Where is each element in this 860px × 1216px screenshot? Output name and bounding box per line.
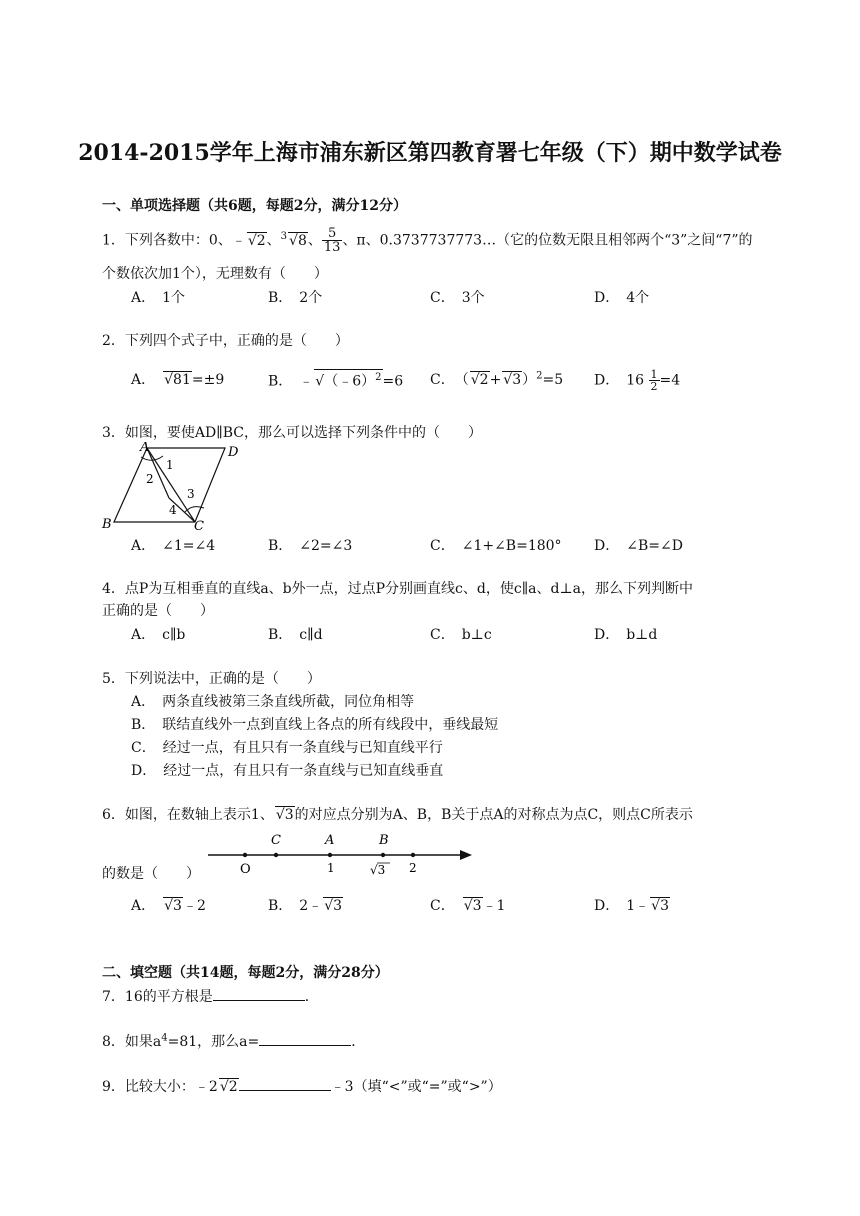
q6-label-sqrt3-radicand: 3: [377, 863, 386, 877]
q7-line: [102, 986, 319, 1006]
q2-b-tail: =6: [382, 373, 404, 390]
q1-cbrt8: √8: [289, 232, 307, 249]
q6-c-sqrt: √3: [463, 898, 482, 914]
q2-c-tail: =5: [542, 372, 564, 388]
q8-line: [102, 1031, 365, 1051]
q1-frac-num: 5: [322, 227, 343, 241]
q6-option-c: [430, 895, 505, 915]
q9-answer-blank[interactable]: [239, 1076, 331, 1091]
q2-c-label: C． （: [430, 372, 469, 388]
q8-stem-a: 8．如果a: [102, 1034, 162, 1050]
q2-d-label: D． 16: [594, 372, 645, 389]
q3-label-b: B: [102, 517, 112, 532]
q2-a-tail: =±9: [191, 372, 225, 388]
q1-frac-den: 13: [323, 240, 341, 255]
q1-option-a: A． 1个: [131, 290, 186, 306]
q1-option-d: D． 4个: [594, 290, 650, 306]
q6-c-radicand: 3: [472, 898, 482, 914]
q9-radicand: 2: [228, 1079, 238, 1095]
q5-stem: 5．下列说法中，正确的是（ ）: [102, 671, 321, 687]
q4-stem-line2: 正确的是（ ）: [102, 603, 214, 619]
q1-sep1: 、: [266, 232, 281, 249]
q7-end: ．: [304, 989, 319, 1005]
q6-option-a: [131, 895, 206, 915]
section2-heading: 二、填空题（共14题，每题2分，满分28分）: [102, 965, 389, 981]
q3-stem: 3．如图，要使AD∥BC，那么可以选择下列条件中的（ ）: [102, 425, 482, 441]
q3-label-a: A: [140, 442, 150, 455]
q9-sqrt2: √2: [219, 1079, 238, 1095]
q3-parallelogram-figure: [100, 442, 260, 532]
q1-sqrt2: √2: [247, 232, 266, 249]
q4-option-a: A． c∥b: [131, 627, 186, 643]
q2-d-exponent-frac: [649, 369, 660, 392]
q9-stem-b: ﹣3（填“<”或“=”或“>”）: [330, 1079, 502, 1095]
q6-label-b: B: [379, 833, 389, 848]
q6-option-d: [594, 895, 670, 915]
q2-b-radicand: （﹣6）: [324, 373, 376, 390]
q6-b-label: B． 2﹣: [268, 898, 323, 914]
q3-label-c: C: [194, 519, 204, 532]
q6-label-c: C: [271, 833, 281, 848]
q8-stem-b: =81，那么a=: [167, 1034, 260, 1050]
q9-line: [102, 1076, 502, 1096]
q7-stem: 7．16的平方根是: [102, 989, 213, 1005]
q6-point-a: [328, 853, 332, 857]
q3-option-d: D． ∠B=∠D: [594, 538, 683, 554]
q6-label-o: O: [240, 862, 251, 877]
q6-c-tail: ﹣1: [482, 898, 506, 914]
q6-point-o: [243, 853, 247, 857]
q7-answer-blank[interactable]: [213, 986, 305, 1001]
q1-stem-a: 1．下列各数中：0、﹣: [102, 232, 246, 249]
q6-sqrt3: √3: [275, 807, 294, 823]
q8-end: ．: [351, 1034, 366, 1050]
q1-sep2: 、: [307, 232, 322, 249]
q2-option-b: [268, 369, 403, 391]
q1-option-b: B． 2个: [268, 290, 323, 306]
q1-root-index: 3: [280, 230, 288, 242]
q6-stem-a: 6．如图，在数轴上表示1、: [102, 807, 274, 823]
q6-stem-line1: [102, 804, 693, 824]
q4-option-c: C． b⊥c: [430, 627, 492, 643]
q2-option-a: [131, 369, 224, 389]
q2-d-tail: =4: [659, 372, 681, 389]
q6-point-two: [411, 853, 415, 857]
q5-option-c: C． 经过一点，有且只有一条直线与已知直线平行: [131, 740, 443, 756]
q1-radicand2: 8: [297, 232, 307, 249]
q1-fraction: [322, 227, 343, 254]
q6-axis-arrow: [460, 850, 472, 860]
q6-a-sqrt: √3: [164, 898, 182, 914]
q6-stem-line2: 的数是（ ）: [102, 866, 200, 882]
q6-a-radicand: 3: [173, 898, 182, 914]
q1-stem-line1: [102, 227, 753, 254]
q2-a-label: A．: [131, 372, 149, 388]
q3-label-d: D: [228, 445, 239, 460]
q3-label-angle3: 3: [187, 487, 195, 501]
q2-c-sqrt3: √3: [503, 372, 522, 388]
q3-option-b: B． ∠2=∠3: [268, 538, 353, 554]
q8-exponent: 4: [161, 1032, 168, 1044]
q6-a-tail: ﹣2: [182, 898, 206, 914]
q6-number-line: [200, 830, 480, 880]
q6-d-radicand: 3: [660, 898, 669, 914]
q2-c-sqrt2: √2: [470, 372, 489, 388]
q2-a-radicand: 81: [173, 372, 191, 388]
q6-option-b: [268, 895, 343, 915]
q6-stem-b: 的对应点分别为A、B，B关于点A的对称点为点C，则点C所表示: [294, 807, 693, 823]
q9-stem-a: 9．比较大小：﹣2: [102, 1079, 218, 1095]
section1-heading: 一、单项选择题（共6题，每题2分，满分12分）: [102, 198, 407, 214]
q6-c-label: C．: [430, 898, 448, 914]
q6-b-radicand: 3: [333, 898, 343, 914]
q3-option-a: A． ∠1=∠4: [131, 538, 216, 554]
q6-label-a: A: [325, 833, 335, 848]
q5-option-d: D． 经过一点，有且只有一条直线与已知直线垂直: [131, 763, 444, 779]
q2-c-radicand2: 3: [512, 372, 522, 388]
q1-stem-b: 、π、0.3737737773…（它的位数无限且相邻两个“3”之间“7”的: [342, 232, 753, 249]
q6-radicand: 3: [284, 807, 294, 823]
q6-point-c: [274, 853, 278, 857]
q2-c-exponent: 2: [536, 370, 543, 382]
q3-label-angle1: 1: [166, 458, 174, 472]
q2-option-c: [430, 369, 563, 389]
q2-d-num: 1: [650, 368, 658, 381]
q2-stem: 2．下列四个式子中，正确的是（ ）: [102, 333, 349, 349]
q6-label-two: 2: [409, 861, 417, 875]
q2-d-den: 2: [650, 380, 658, 393]
q3-option-c: C． ∠1+∠B=180°: [430, 538, 562, 554]
q1-radicand1: 2: [256, 232, 266, 249]
q2-c-plus: +: [489, 372, 502, 388]
q2-b-sqrt: √（﹣6）$^2$: [314, 369, 382, 390]
q5-option-b: B． 联结直线外一点到直线上各点的所有线段中，垂线最短: [131, 717, 499, 733]
q2-b-exponent: 2: [375, 372, 382, 383]
q3-label-angle4: 4: [169, 503, 177, 517]
q4-stem-line1: 4．点P为互相垂直的直线a、b外一点，过点P分别画直线c、d，使c∥a、d⊥a，那么下列判断中: [102, 581, 693, 597]
q6-a-label: A．: [131, 898, 149, 914]
q8-answer-blank[interactable]: [259, 1031, 351, 1046]
q6-label-one: 1: [327, 861, 335, 875]
q2-option-d: [594, 369, 680, 392]
q6-point-b: [381, 853, 385, 857]
q3-label-angle2: 2: [146, 472, 154, 486]
q6-label-sqrt3: √3: [370, 863, 386, 877]
q1-stem-line2: 个数依次加1个），无理数有（ ）: [102, 266, 328, 282]
page-title: 2014-2015学年上海市浦东新区第四教育署七年级（下）期中数学试卷: [78, 140, 782, 166]
q4-option-b: B． c∥d: [268, 627, 323, 643]
q6-d-label: D． 1﹣: [594, 898, 650, 914]
q6-b-sqrt: √3: [324, 898, 343, 914]
q6-d-sqrt: √3: [651, 898, 669, 914]
q2-a-sqrt: √81: [164, 372, 191, 388]
q2-c-radicand1: 2: [479, 372, 489, 388]
q2-b-label: B． ﹣: [268, 373, 314, 390]
q5-option-a: A． 两条直线被第三条直线所截，同位角相等: [131, 694, 415, 710]
q2-c-close: ）: [522, 372, 537, 388]
q1-option-c: C． 3个: [430, 290, 485, 306]
q4-option-d: D． b⊥d: [594, 627, 658, 643]
